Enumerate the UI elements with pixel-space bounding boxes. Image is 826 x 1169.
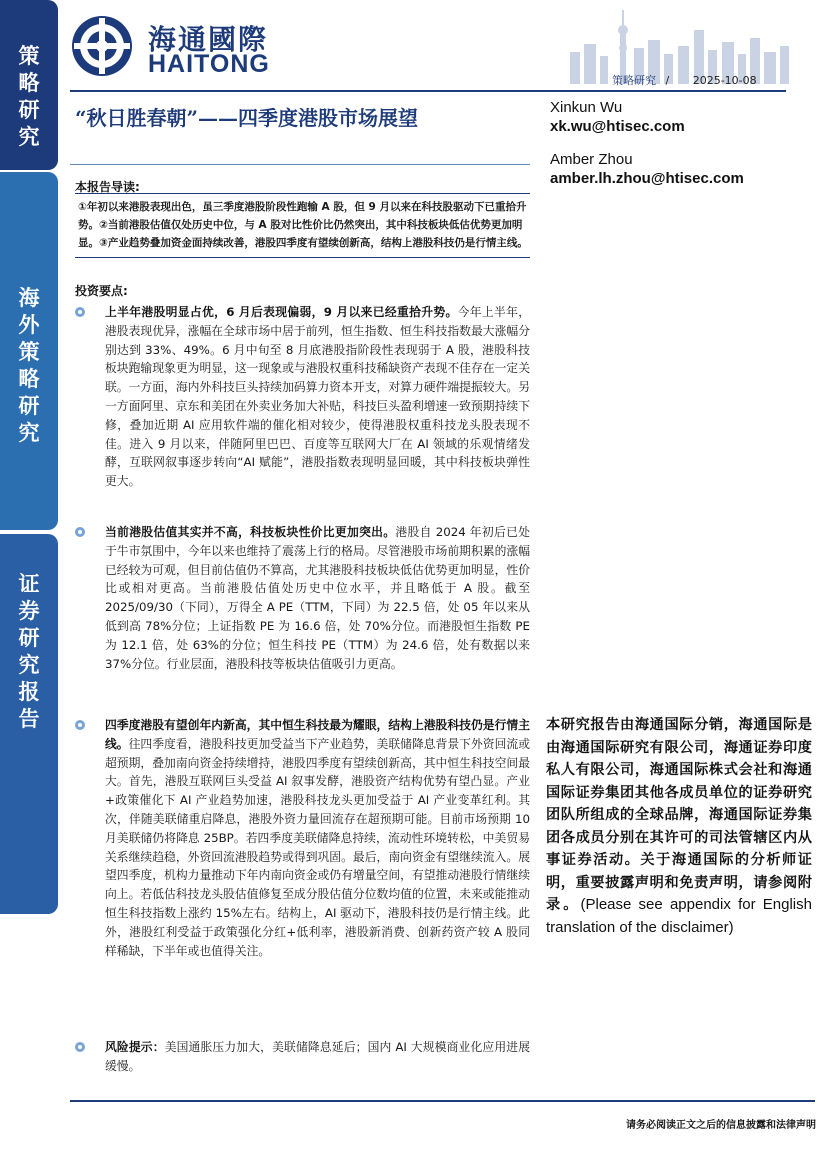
side-tab-strategy [0, 0, 58, 170]
title-divider [70, 164, 530, 165]
guide-heading: 本报告导读: [75, 180, 140, 194]
bullet-icon [75, 720, 85, 730]
side-tab-label: 海外策略研究 [18, 285, 40, 445]
report-title: “秋日胜春朝”——四季度港股市场展望 [75, 106, 419, 130]
point-body: 美国通胀压力加大，美联储降息延后；国内 AI 大规模商业化应用进展缓慢。 [105, 1040, 530, 1073]
point-lead: 上半年港股明显占优，6 月后表现偏弱，9 月以来已经重拾升势。 [105, 305, 458, 319]
invest-heading: 投资要点: [75, 284, 128, 298]
disclaimer-en: (Please see appendix for English translation of the disclaimer) [546, 896, 812, 936]
author-email[interactable]: xk.wu@htisec.com [550, 118, 685, 135]
side-tab-research-report [0, 534, 58, 914]
guide-text: ①年初以来港股表现出色，虽三季度港股阶段性跑输 A 股，但 9 月以来在科技股驱动下已重拾升势。②当前港股估值仅处历史中位，与 A 股对比性价比仍然突出，其中科技板块低估优势更加明显。③产业趋势叠加资金面持续改善，港股四季度有望续创新高，结构上港股科技仍是行情主线。 [75, 193, 530, 258]
side-tab-label: 策略研究 [18, 43, 40, 149]
author-block [550, 98, 685, 136]
disclaimer-cn: 本研究报告由海通国际分销，海通国际是由海通国际研究有限公司，海通证券印度私人有限公司，海通国际株式会社和海通国际证券集团其他各成员单位的证券研究团队所组成的全球品牌，海通国际证券集团各成员分别在其许可的司法管辖区内从事证券活动。关于海通国际的分析师证明，重要披露声明和免责声明，请参阅附录。 [546, 717, 812, 913]
author-block [550, 150, 744, 188]
point-lead: 当前港股估值其实并不高，科技板块性价比更加突出。 [105, 525, 396, 539]
header-meta [612, 72, 757, 88]
footer-notice: 请务必阅读正文之后的信息披露和法律声明 [626, 1120, 816, 1131]
header-divider [70, 90, 786, 92]
header-date: 2025-10-08 [692, 74, 757, 87]
bullet-icon [75, 307, 85, 317]
author-name: Xinkun Wu [550, 99, 623, 116]
haitong-logo-icon [70, 14, 134, 78]
invest-point [75, 303, 530, 491]
header-category: 策略研究 [612, 74, 656, 87]
bullet-icon [75, 1042, 85, 1052]
side-tab-label: 证券研究报告 [18, 571, 40, 731]
point-lead: 风险提示： [105, 1040, 165, 1054]
author-email[interactable]: amber.lh.zhou@htisec.com [550, 170, 744, 187]
point-body: 今年上半年，港股表现优异，涨幅在全球市场中居于前列，恒生指数、恒生科技指数最大涨幅分别达到 33%、49%。6 月中旬至 8 月底港股指阶段性表现弱于 A 股，港股科技板块跑输现象更为明显，这一现象或与港股权重科技稀缺资产表现不佳存在一定关联。一方面，海内外科技巨头持续加码算力资本开支，对算力硬件端提振较大。另一方面阿里、京东和美团在外卖业务加大补贴，科技巨头盈利增速一致预期持续下修，叠加近期 AI 应用软件端的催化相对较少，使得港股权重科技龙头股表现不佳。进入 9 月以来，伴随阿里巴巴、百度等互联网大厂在 AI 领域的乐观情绪发酵，互联网叙事逐步转向“AI 赋能”，港股指数表现明显回暖，其中科技板块弹性更大。 [105, 305, 530, 489]
risk-point [75, 1038, 530, 1076]
invest-point [75, 716, 530, 960]
bullet-icon [75, 527, 85, 537]
author-name: Amber Zhou [550, 151, 633, 168]
logo-english-text: HAITONG [148, 50, 270, 78]
disclaimer-block [546, 714, 812, 939]
point-lead: 四季度港股有望创年内新高，其中恒生科技最为耀眼，结构上港股科技仍是行情主线。 [105, 718, 530, 751]
header-separator: / [665, 74, 670, 87]
invest-point [75, 523, 530, 673]
logo-chinese-text: 海通國際 [148, 23, 269, 56]
footer-divider [70, 1100, 815, 1102]
point-body: 往四季度看，港股科技更加受益当下产业趋势，美联储降息背景下外资回流或超预期，叠加南向资金持续增持，港股四季度有望续创新高，其中恒生科技空间最大。首先，港股互联网巨头受益 AI 叙事发酵，港股资产结构优势有望凸显。产业+政策催化下 AI 产业趋势加速，港股科技龙头更加受益于 AI 产业变革红利。其次，伴随美联储重启降息，港股外资力量回流存在超预期可能。目前市场预期 10 月美联储仍将降息 25BP。若四季度美联储降息持续，流动性环境转松，中美贸易关系继续趋稳，外资回流港股趋势或得到巩固。最后，南向资金有望继续流入。展望四季度，机构力量推动下年内南向资金或仍有增量空间，有望推动港股行情继续向上。若低估科技龙头股估值修复至成分股估值分位数均值的位置，未来或能推动恒生科技指数上涨约 15%左右。结构上，AI 驱动下，港股科技仍是行情主线。此外，港股红利受益于政策强化分红+低利率，港股新消费、创新药资产较 A 股同样稀缺，下半年或也值得关注。 [105, 736, 530, 958]
point-body: 港股自 2024 年初后已处于牛市氛围中，今年以来也维持了震荡上行的格局。尽管港股市场前期积累的涨幅已经较为可观，但目前估值仍不算高，尤其港股科技板块低估优势更加明显，性价比或相对更高。当前港股估值处历史中位水平，并且略低于 A 股。截至 2025/09/30（下同），万得全 A PE（TTM，下同）为 22.5 倍，处 05 年以来从低到高 78%分位；上证指数 PE 为 16.6 倍，处 70%分位。而港股恒生指数 PE 为 12.1 倍，处 63%的分位；恒生科技 PE（TTM）为 24.6 倍，处有数据以来 37%分位。行业层面，港股科技等板块估值吸引力更高。 [105, 525, 530, 671]
side-tab-overseas-strategy [0, 172, 58, 530]
